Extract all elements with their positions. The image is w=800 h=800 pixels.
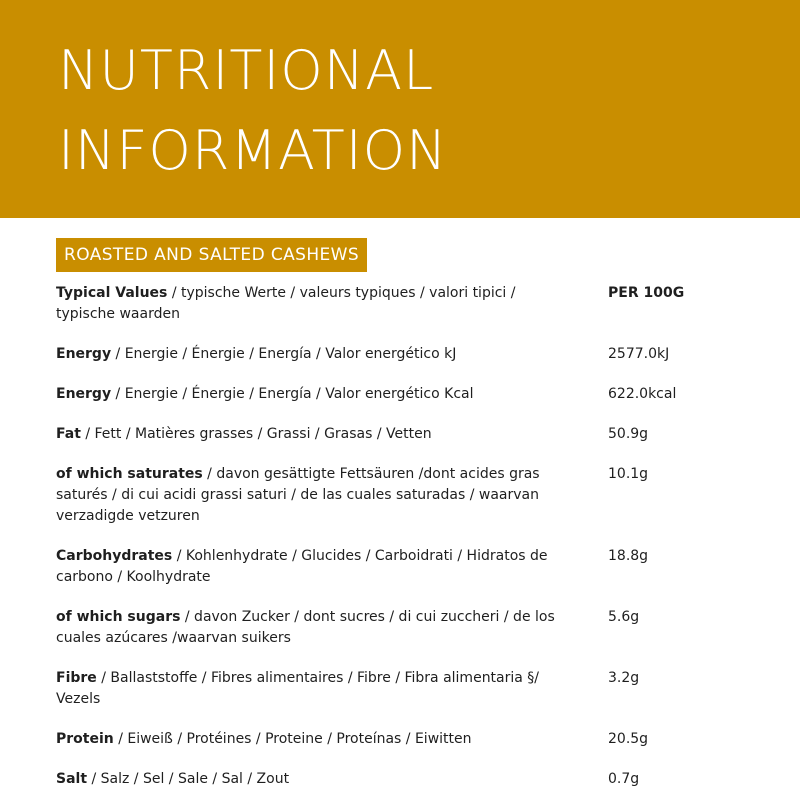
label-bold: Energy [56, 386, 112, 402]
nutrient-value: 0.7g [608, 771, 640, 787]
product-name-badge: ROASTED AND SALTED CASHEWS [56, 238, 367, 272]
label-translations: / davon Zucker / dont sucres / di cui zuccheri / de los cuales azúcares /waarvan suikers [56, 609, 555, 646]
label-translations: / Ballaststoffe / Fibres alimentaires / Fibre / Fibra alimentaria §/ Vezels [56, 670, 540, 707]
nutrient-value: 20.5g [608, 731, 649, 747]
nutrient-label [56, 344, 556, 365]
label-bold: Energy [56, 346, 112, 362]
nutrient-value: 2577.0kJ [608, 346, 670, 362]
nutrient-label [56, 668, 556, 710]
nutrient-label [56, 729, 556, 750]
label-translations: / davon gesättigte Fettsäuren /dont acides gras saturés / di cui acidi grassi saturi / de las cuales saturadas / waarvan verzadigde vetzuren [56, 466, 540, 524]
header-banner [0, 0, 800, 218]
page-title-line-2: INFORMATION [58, 119, 448, 182]
label-translations: / typische Werte / valeurs typiques / valori tipici / typische waarden [56, 285, 516, 322]
label-translations: / Energie / Énergie / Energía / Valor energético Kcal [111, 386, 474, 402]
nutrient-label [56, 384, 556, 405]
label-bold: Typical Values [56, 285, 168, 301]
label-translations: / Fett / Matières grasses / Grassi / Grasas / Vetten [80, 426, 432, 442]
label-bold: Fibre [56, 670, 97, 686]
label-bold: of which sugars [56, 609, 181, 625]
nutrient-label [56, 464, 556, 527]
nutrient-value: 50.9g [608, 426, 649, 442]
label-bold: Fat [56, 426, 81, 442]
nutrient-value: 5.6g [608, 609, 640, 625]
nutrient-value: 3.2g [608, 670, 640, 686]
nutrient-label [56, 607, 556, 649]
label-translations: / Eiweiß / Protéines / Proteine / Proteínas / Eiwitten [113, 731, 472, 747]
label-translations: / Kohlenhydrate / Glucides / Carboidrati / Hidratos de carbono / Koolhydrate [56, 548, 548, 585]
label-translations: / Energie / Énergie / Energía / Valor energético kJ [111, 346, 457, 362]
nutrient-value: 10.1g [608, 466, 649, 482]
page-title-line-1: NUTRITIONAL [58, 39, 435, 102]
nutrient-label [56, 546, 556, 588]
nutrient-value: 622.0kcal [608, 386, 677, 402]
typical-values-label [56, 283, 556, 325]
label-translations: / Salz / Sel / Sale / Sal / Zout [87, 771, 290, 787]
label-bold: Carbohydrates [56, 548, 173, 564]
label-bold: Protein [56, 731, 114, 747]
nutrient-label [56, 424, 556, 445]
nutrient-label [56, 769, 556, 790]
nutrient-value: 18.8g [608, 548, 649, 564]
per-100g-header: PER 100G [608, 285, 685, 301]
label-bold: Salt [56, 771, 88, 787]
label-bold: of which saturates [56, 466, 203, 482]
